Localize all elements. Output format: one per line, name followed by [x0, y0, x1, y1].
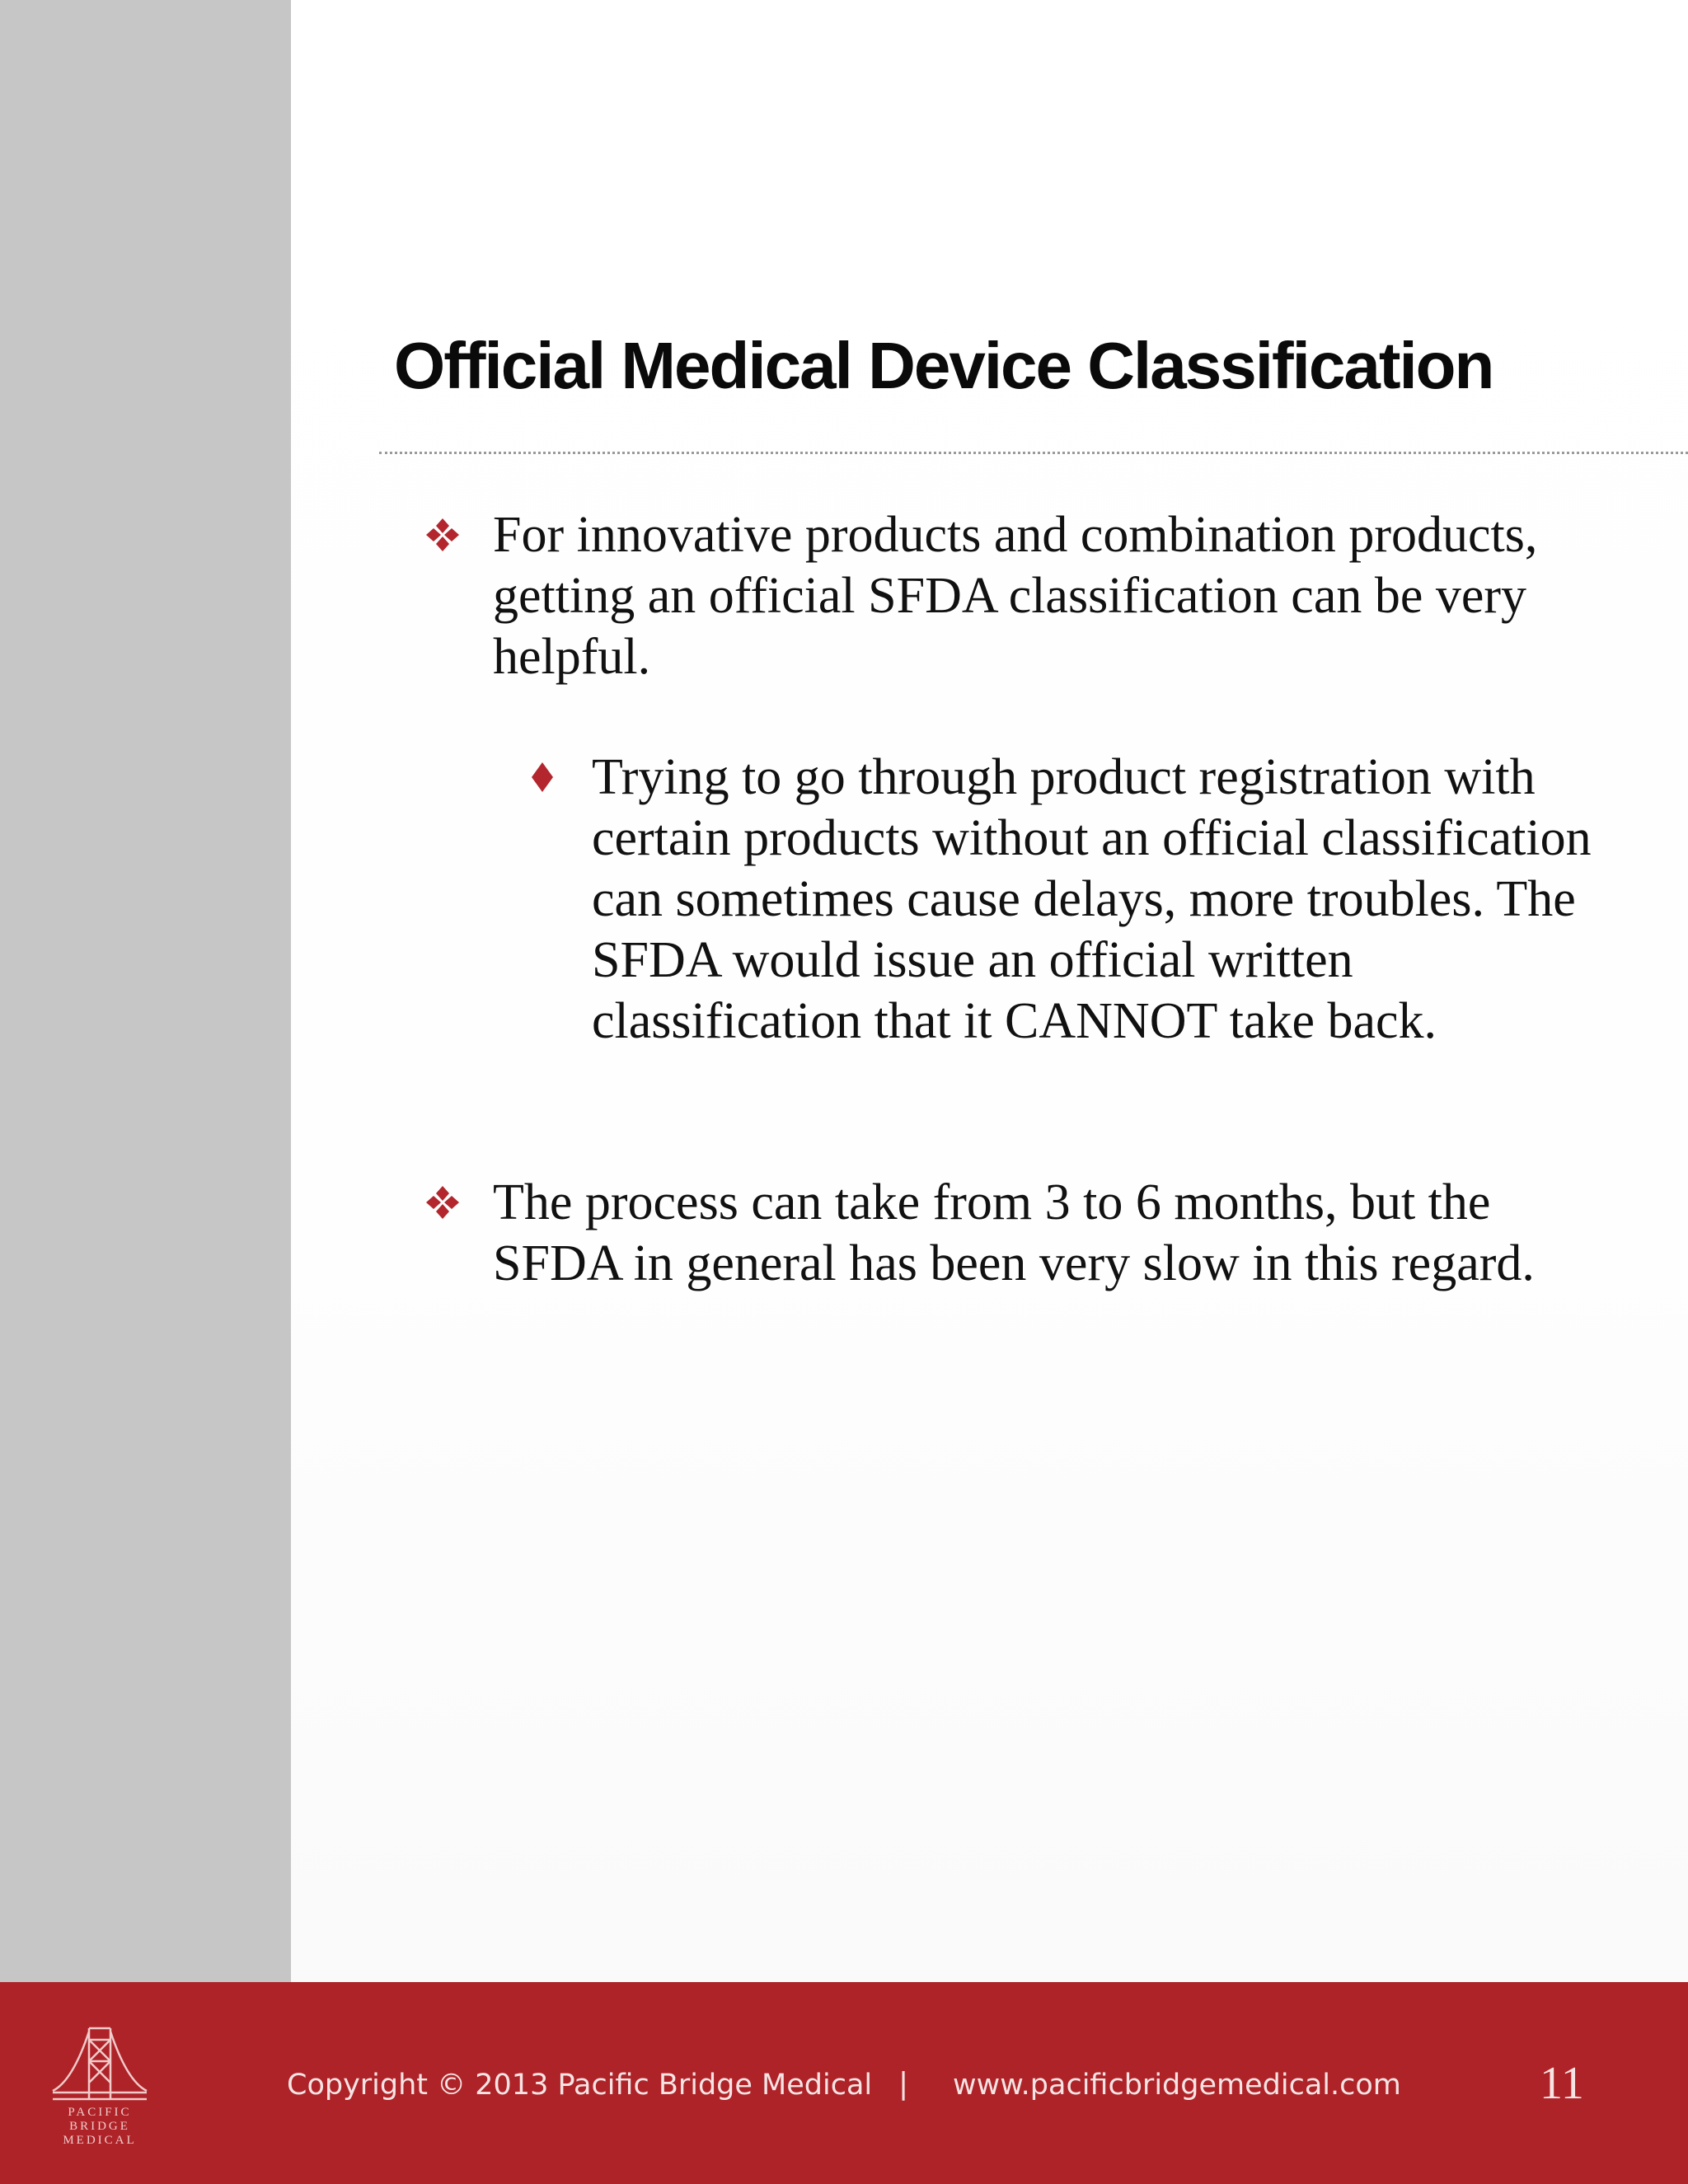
diamond-icon: [526, 747, 559, 808]
footer-website-link[interactable]: www.pacificbridgemedical.com: [953, 2069, 1401, 2102]
bullet-text: For innovative products and combination products, getting an official SFDA classification can be very helpful.: [493, 507, 1538, 685]
logo-text-line: MEDICAL: [63, 2134, 137, 2147]
page-number: 11: [1540, 2058, 1584, 2109]
four-diamond-icon: [422, 1172, 463, 1233]
sub-bullet-item: [526, 747, 1622, 1052]
logo-text-line: PACIFIC: [68, 2106, 132, 2119]
slide-title: Official Medical Device Classification: [394, 329, 1493, 402]
footer-copyright: Copyright © 2013 Pacific Bridge Medical: [287, 2069, 873, 2102]
logo-text-line: BRIDGE: [69, 2120, 130, 2133]
footer-separator: |: [898, 2067, 909, 2101]
sub-bullet-text: Trying to go through product registration with certain products without an official classification can sometimes cause delays, more troubles. The SFDA would issue an official written classification that it CANNOT take back.: [592, 749, 1592, 1049]
bullet-item: [422, 1172, 1609, 1294]
title-divider: [379, 452, 1688, 454]
four-diamond-icon: [422, 504, 463, 565]
pacific-bridge-logo: [51, 2023, 148, 2147]
bullet-text: The process can take from 3 to 6 months, but the SFDA in general has been very slow in this regard.: [493, 1174, 1535, 1291]
bullet-item: [422, 504, 1609, 687]
left-sidebar-band: [0, 0, 291, 1982]
